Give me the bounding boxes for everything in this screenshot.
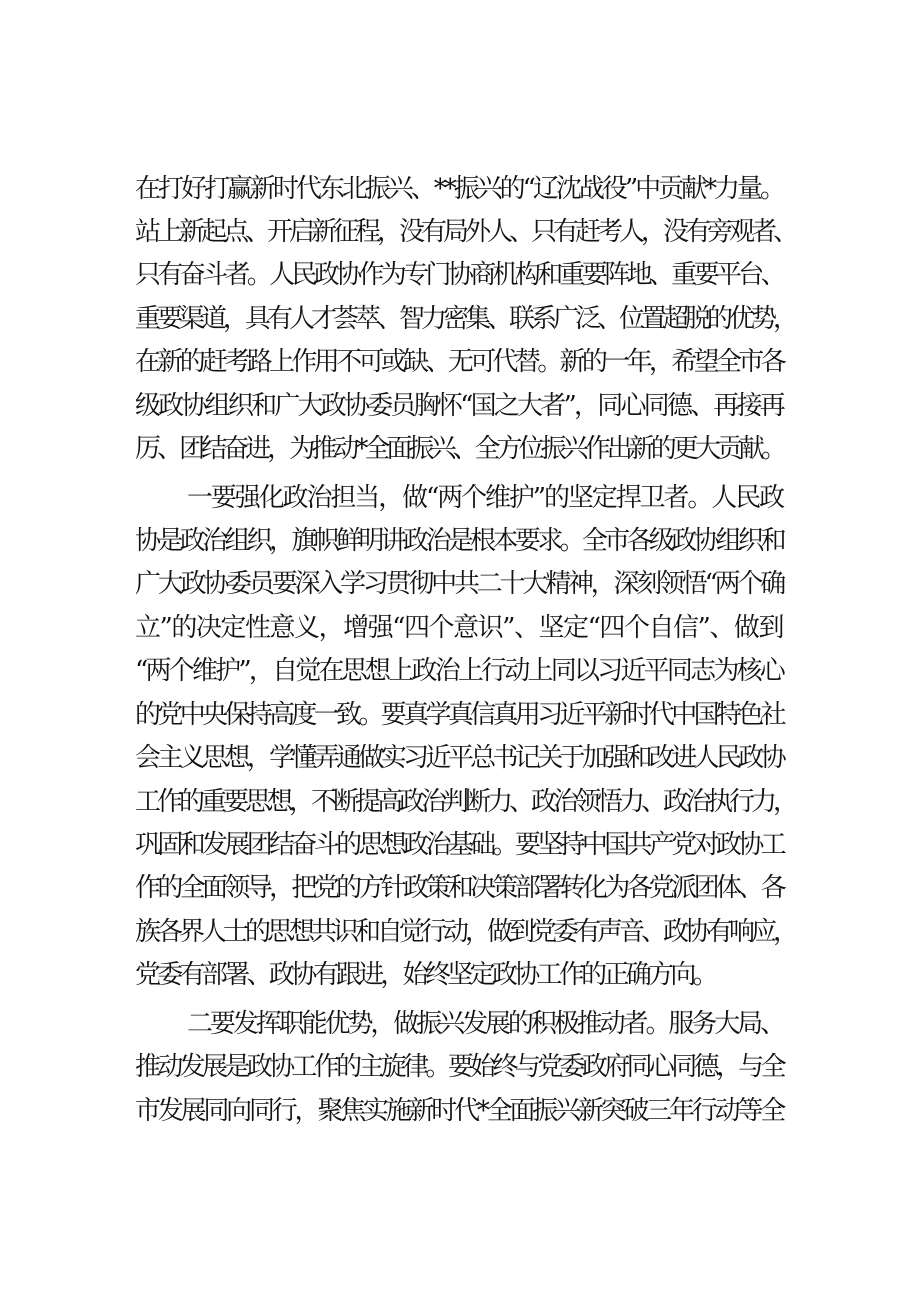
text-line-19: 党委有部署、政协有跟进，始终坚定政协工作的正确方向。 xyxy=(135,960,715,990)
text-line-15: 工作的重要思想，不断提高政治判断力、政治领悟力、政治执行力， xyxy=(135,787,796,817)
text-line-7: 厉、团结奋进，为推动*全面振兴、全方位振兴作出新的更大贡献。 xyxy=(135,434,783,464)
text-line-1: 在打好打赢新时代东北振兴、**振兴的“辽沈战役”中贡献*力量。 xyxy=(135,174,783,204)
text-line-2: 站上新起点、开启新征程，没有局外人、只有赶考人，没有旁观者、 xyxy=(135,217,796,247)
text-line-10: 广大政协委员要深入学习贯彻中共二十大精神，深刻领悟“两个确 xyxy=(135,569,783,599)
text-line-14: 会主义思想，学懂弄通做实习近平总书记关于加强和改进人民政协 xyxy=(135,743,783,773)
text-line-22: 市发展同向同行，聚焦实施新时代*全面振兴新突破三年行动等全 xyxy=(135,1096,783,1126)
text-line-9: 协是政治组织，旗帜鲜明讲政治是根本要求。全市各级政协组织和 xyxy=(135,526,783,556)
text-line-17: 作的全面领导，把党的方针政策和决策部署转化为各党派团体、各 xyxy=(135,873,783,903)
text-line-11: 立”的决定性意义，增强“四个意识”、坚定“四个自信”、做到 xyxy=(135,613,783,643)
text-line-21: 推动发展是政协工作的主旋律。要始终与党委政府同心同德，与全 xyxy=(135,1052,783,1082)
text-line-6: 级政协组织和广大政协委员胸怀“国之大者”，同心同德、再接再 xyxy=(135,391,783,421)
text-line-16: 巩固和发展团结奋斗的思想政治基础。要坚持中国共产党对政协工 xyxy=(135,830,783,860)
text-line-12: “两个维护”，自觉在思想上政治上行动上同以习近平同志为核心 xyxy=(135,656,783,686)
text-line-13: 的党中央保持高度一致。要真学真信真用习近平新时代中国特色社 xyxy=(135,700,783,730)
text-line-5: 在新的赶考路上作用不可或缺、无可代替。新的一年，希望全市各 xyxy=(135,347,783,377)
paragraph-2-heading-line: 二要发挥职能优势，做振兴发展的积极推动者。服务大局、 xyxy=(187,1009,783,1039)
text-line-3: 只有奋斗者。人民政协作为专门协商机构和重要阵地、重要平台、 xyxy=(135,260,783,290)
paragraph-1-heading-line: 一要强化政治担当，做“两个维护”的坚定捍卫者。人民政 xyxy=(187,483,783,513)
text-line-18: 族各界人士的思想共识和自觉行动，做到党委有声音、政协有响应， xyxy=(135,917,796,947)
text-line-4: 重要渠道，具有人才荟萃、智力密集、联系广泛、位置超脱的优势， xyxy=(135,304,796,334)
